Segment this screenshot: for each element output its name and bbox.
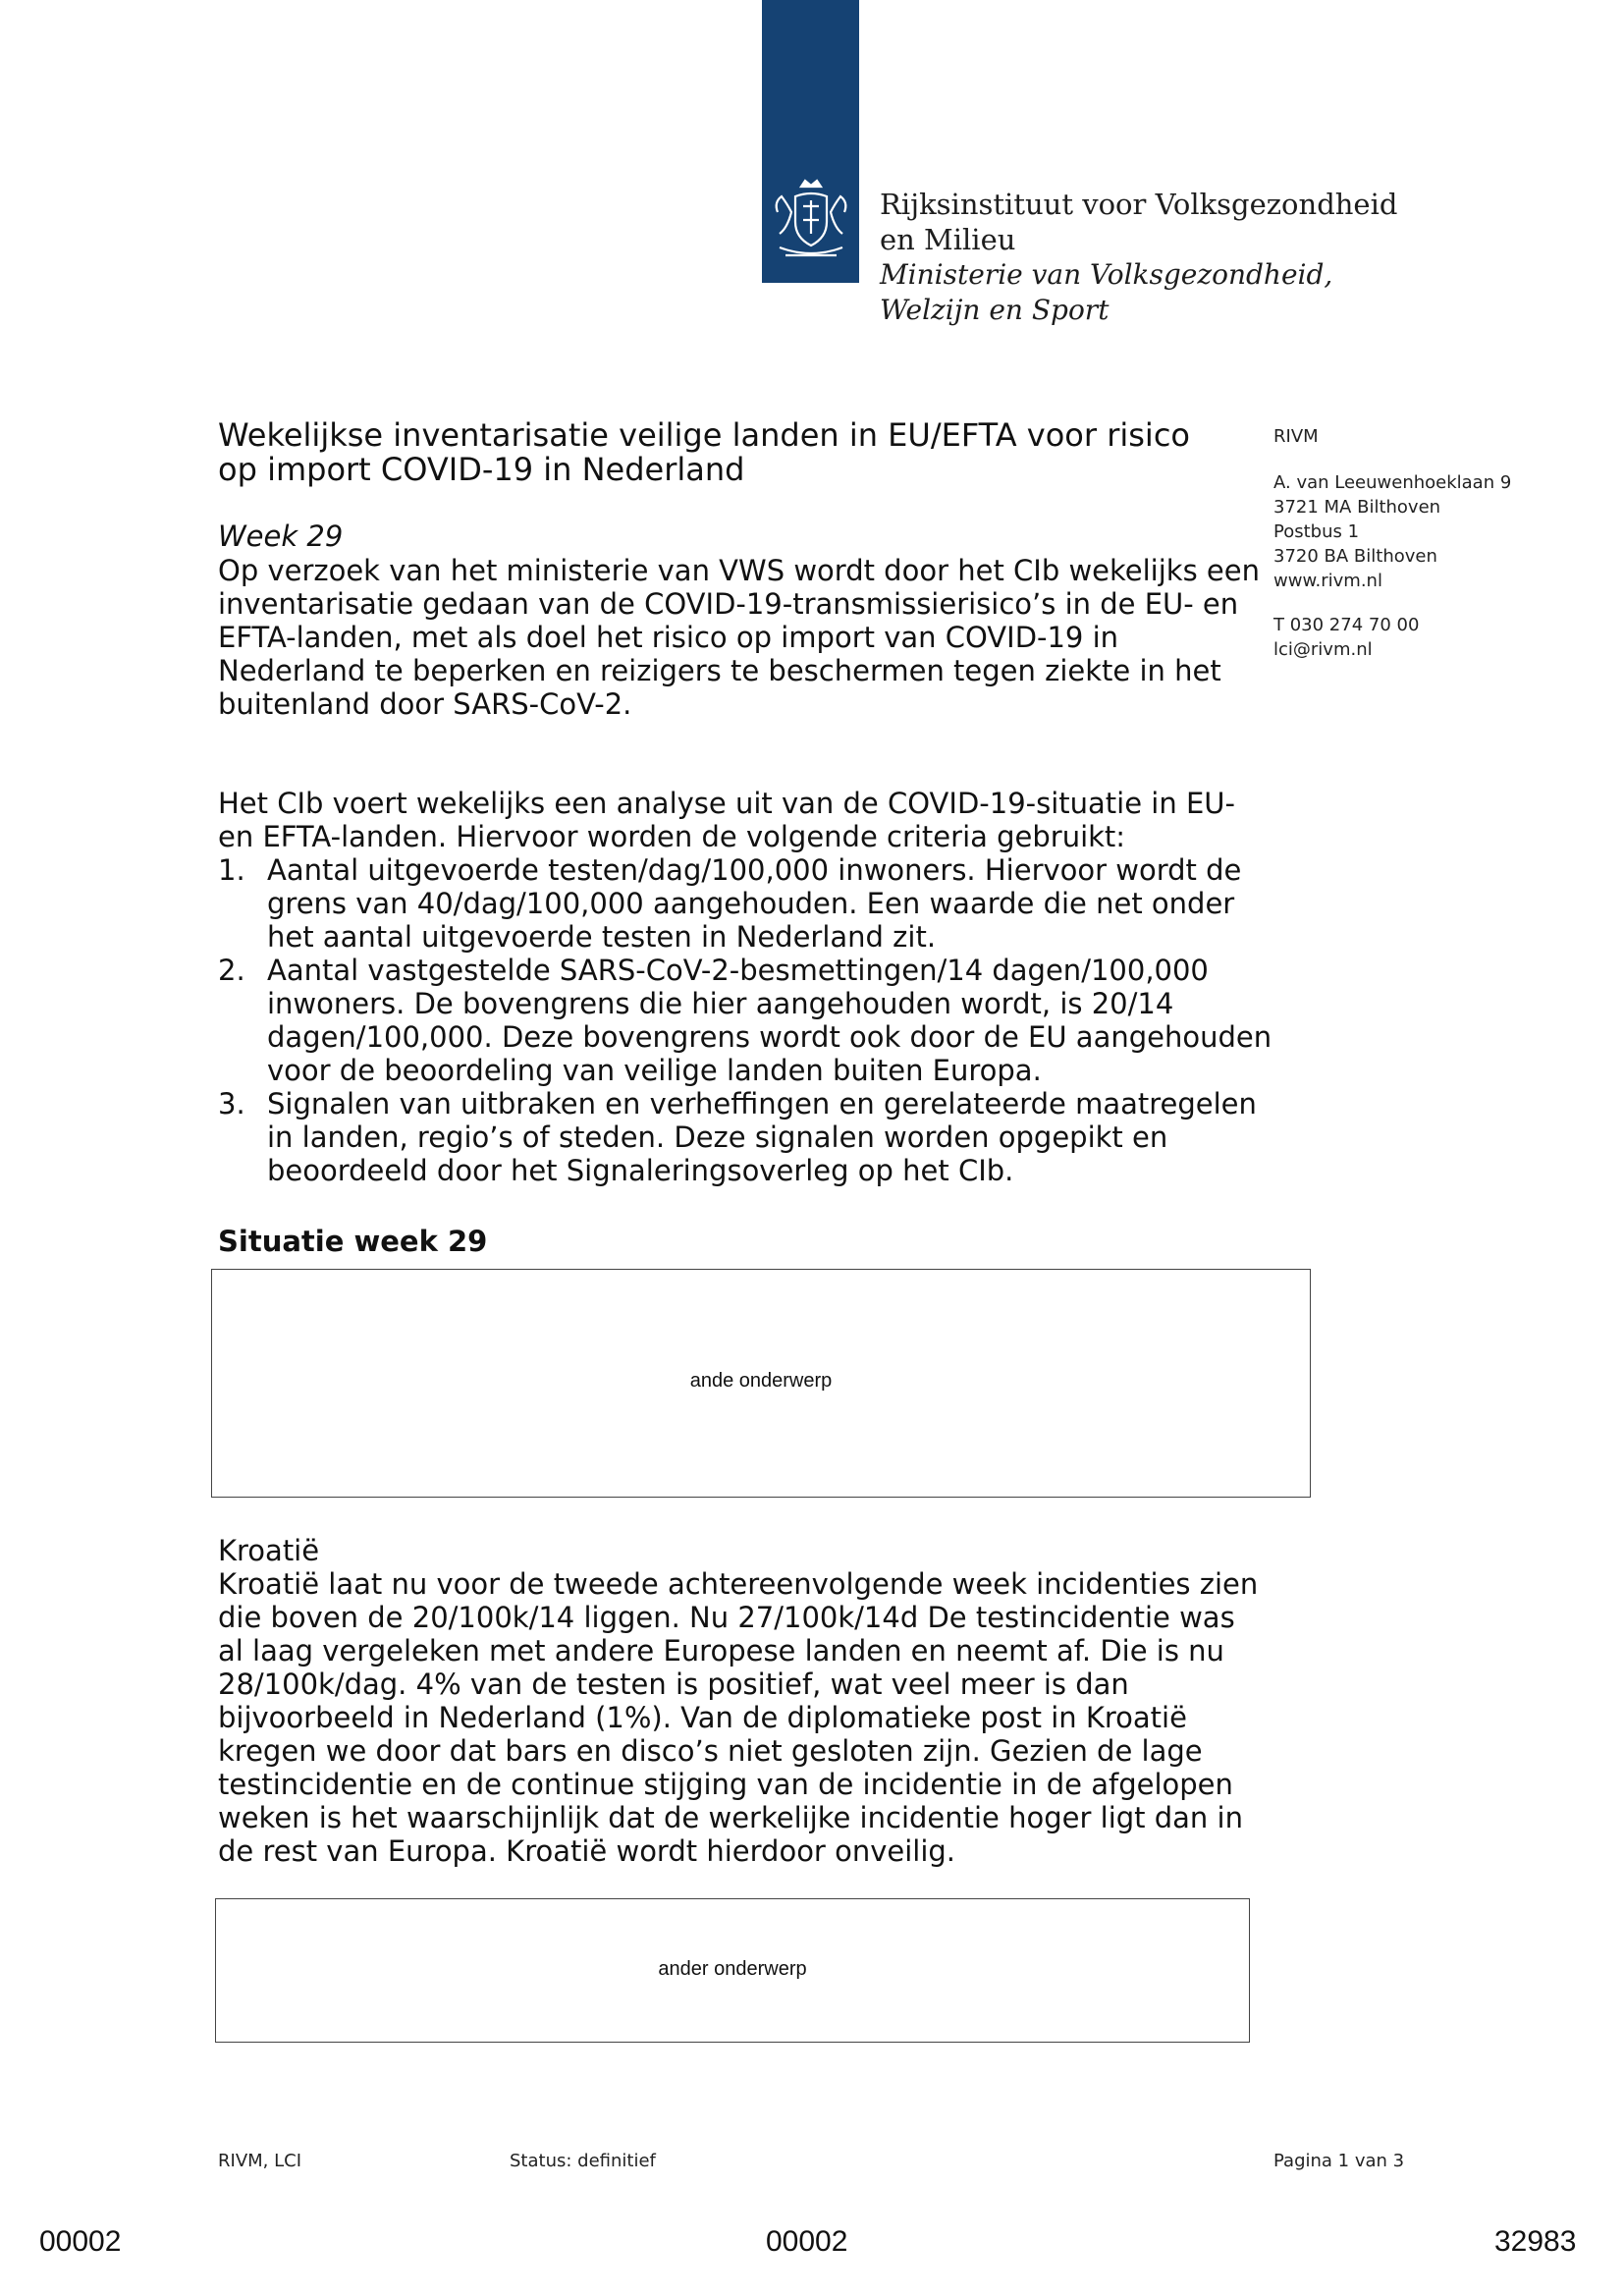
list-number: 2.	[218, 954, 245, 987]
document-title	[218, 418, 1259, 487]
stamp-right: 32983	[1494, 2225, 1577, 2258]
org-line-1: Rijksinstituut voor Volksgezondheid	[880, 188, 1398, 221]
intro-paragraph: Op verzoek van het ministerie van VWS wordt door het CIb wekelijks een inventarisatie gedaan van de COVID-19-transmissierisico’s in de EU- en EFTA-landen, met als doel het risico op import van COVID-19 in Nederland te beperken en reizigers te beschermen tegen ziekte in het buitenland door SARS-CoV-2.	[218, 554, 1260, 721]
criteria-list	[218, 853, 1278, 1187]
email-link[interactable]: lci@rivm.nl	[1273, 639, 1373, 660]
list-number: 1.	[218, 853, 245, 887]
redaction-label: ander onderwerp	[658, 1958, 807, 1980]
org-line-2: en Milieu	[880, 223, 1016, 256]
org-line-3: Ministerie van Volksgezondheid,	[880, 258, 1333, 291]
title-line-2: op import COVID-19 in Nederland	[218, 451, 745, 488]
title-line-1: Wekelijkse inventarisatie veilige landen in EU/EFTA voor risico	[218, 416, 1190, 454]
list-number: 3.	[218, 1087, 245, 1121]
redaction-box	[211, 1269, 1311, 1498]
address-line-4: 3720 BA Bilthoven	[1273, 546, 1437, 567]
address-line-2: 3721 MA Bilthoven	[1273, 497, 1441, 518]
address-line-1: A. van Leeuwenhoeklaan 9	[1273, 472, 1512, 493]
footer-status: Status: definitief	[510, 2151, 656, 2171]
list-item	[218, 853, 1278, 954]
crest-icon	[770, 177, 852, 267]
list-text: Signalen van uitbraken en verheffingen en gerelateerde maatregelen in landen, regio’s of steden. Deze signalen worden opgepikt en beoordeeld door het Signaleringsoverleg op het CIb.	[267, 1087, 1257, 1187]
situation-heading: Situatie week 29	[218, 1225, 488, 1258]
org-line-4: Welzijn en Sport	[880, 294, 1110, 326]
organization-name	[880, 187, 1397, 328]
logo-bar	[762, 0, 859, 283]
sidebar-org: RIVM	[1273, 426, 1319, 447]
list-text: Aantal uitgevoerde testen/dag/100,000 inwoners. Hiervoor wordt de grens van 40/dag/100,000 aangehouden. Een waarde die net onder het aantal uitgevoerde testen in Nederland zit.	[267, 853, 1242, 954]
week-label: Week 29	[218, 519, 344, 553]
country-heading: Kroatië	[218, 1534, 320, 1567]
footer-page-number: Pagina 1 van 3	[1273, 2151, 1405, 2171]
address-line-3: Postbus 1	[1273, 521, 1360, 542]
analysis-paragraph: Het CIb voert wekelijks een analyse uit van de COVID-19-situatie in EU- en EFTA-landen. Hiervoor worden de volgende criteria gebruikt:	[218, 787, 1235, 853]
list-item	[218, 1087, 1278, 1187]
footer-org: RIVM, LCI	[218, 2151, 302, 2171]
stamp-left: 00002	[39, 2225, 122, 2258]
contact-sidebar	[1273, 424, 1511, 662]
website-link[interactable]: www.rivm.nl	[1273, 571, 1382, 591]
list-text: Aantal vastgestelde SARS-CoV-2-besmettingen/14 dagen/100,000 inwoners. De bovengrens die hier aangehouden wordt, is 20/14 dagen/100,000. Deze bovengrens wordt ook door de EU aangehouden voor de beoordeling van veilige landen buiten Europa.	[267, 954, 1272, 1087]
country-paragraph: Kroatië laat nu voor de tweede achtereenvolgende week incidenties zien die boven de 20/100k/14 liggen. Nu 27/100k/14d De testincidentie was al laag vergeleken met andere Europese landen en neemt af. Die is nu 28/100k/dag. 4% van de testen is positief, wat veel meer is dan bijvoorbeeld in Nederland (1%). Van de diplomatieke post in Kroatië kregen we door dat bars en disco’s niet gesloten zijn. Gezien de lage testincidentie en de continue stijging van de incidentie in de afgelopen weken is het waarschijnlijk dat de werkelijke incidentie hoger ligt dan in de rest van Europa. Kroatië wordt hierdoor onveilig.	[218, 1567, 1259, 1868]
phone-number: T 030 274 70 00	[1273, 615, 1420, 635]
list-item	[218, 954, 1278, 1087]
redaction-label: ande onderwerp	[689, 1370, 833, 1392]
redaction-box	[215, 1898, 1250, 2043]
stamp-center: 00002	[766, 2225, 848, 2258]
